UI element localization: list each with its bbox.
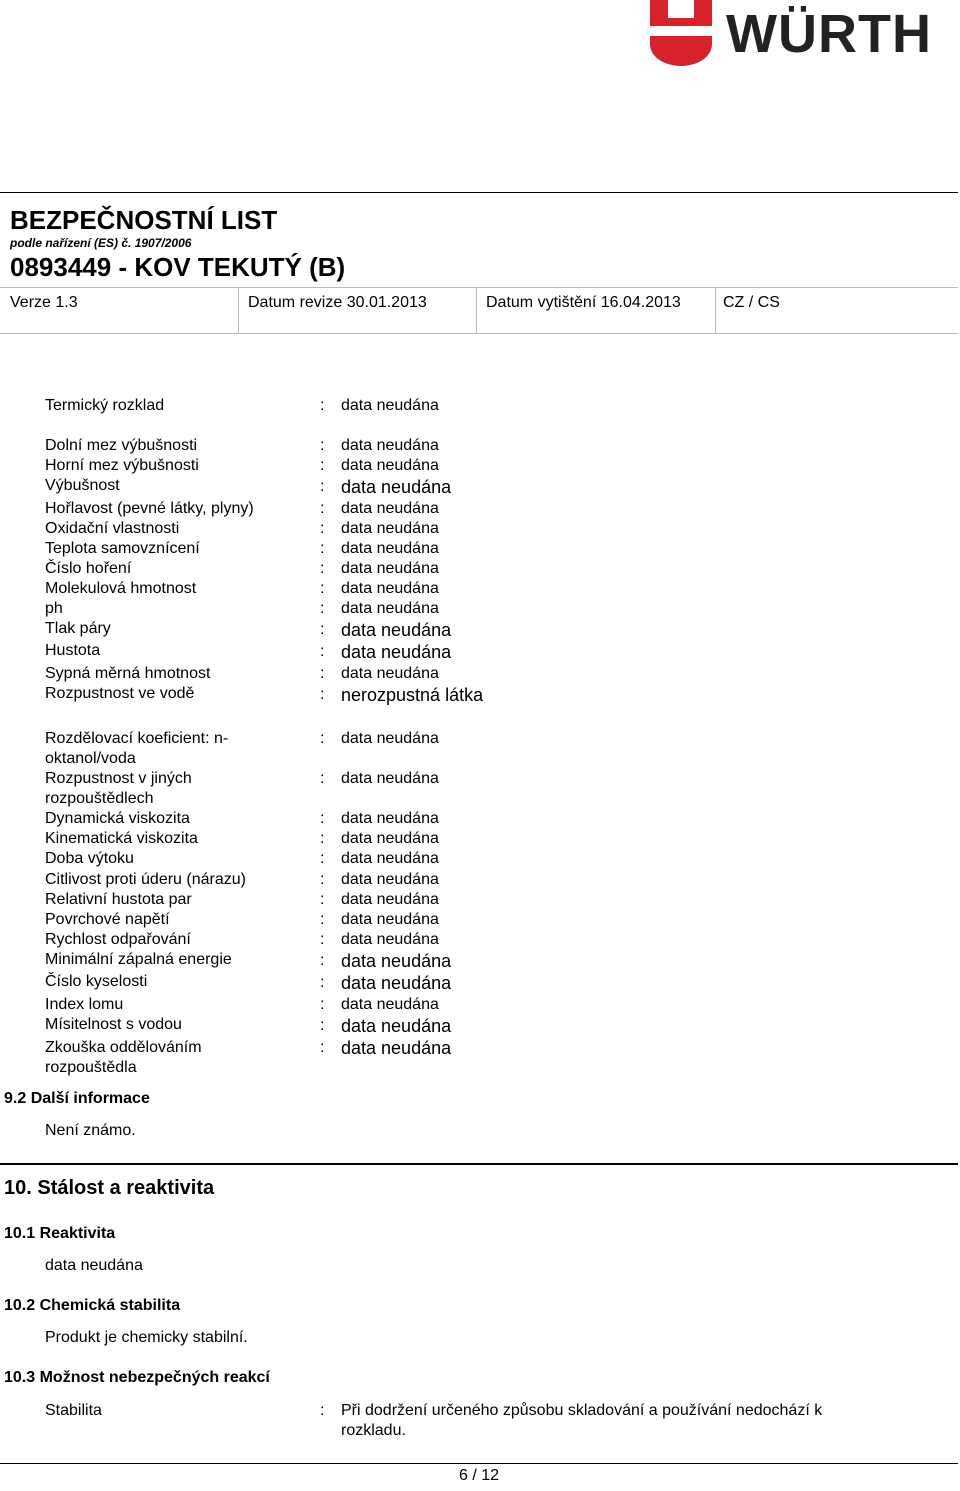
property-value: data neudána [341, 911, 439, 928]
stability-colon: : [320, 1402, 325, 1419]
section-10-heading: 10. Stálost a reaktivita [4, 1177, 215, 1199]
property-colon: : [320, 580, 325, 597]
product-name: 0893449 - KOV TEKUTÝ (B) [10, 252, 346, 282]
property-value: data neudána [341, 477, 452, 497]
revision-date: Datum revize 30.01.2013 [248, 294, 427, 311]
property-colon: : [320, 974, 325, 991]
property-label: Rychlost odpařování [45, 931, 191, 948]
meta-divider [238, 287, 239, 333]
property-value: data neudána [341, 770, 439, 787]
property-label: Minimální zápalná energie [45, 951, 232, 968]
stability-value [341, 1401, 822, 1441]
property-label: Výbušnost [45, 477, 120, 494]
section-10-3-heading: 10.3 Možnost nebezpečných reakcí [4, 1369, 270, 1386]
property-label: Hořlavost (pevné látky, plyny) [45, 500, 254, 517]
locale: CZ / CS [723, 294, 780, 311]
property-label: Index lomu [45, 996, 124, 1013]
property-value: data neudána [341, 1016, 452, 1036]
property-colon: : [320, 810, 325, 827]
section-10-2-text: Produkt je chemicky stabilní. [45, 1329, 248, 1346]
property-value: data neudána [341, 730, 439, 747]
property-value: data neudána [341, 397, 439, 414]
property-label-line: Rozdělovací koeficient: n- [45, 730, 229, 747]
stability-value-line: Při dodržení určeného způsobu skladování a používání nedochází k [341, 1402, 823, 1419]
page-number: 6 / 12 [458, 1467, 500, 1484]
header-row-top-rule [0, 287, 958, 288]
property-label-line: Zkouška oddělováním [45, 1039, 202, 1056]
document-title: BEZPEČNOSTNÍ LIST [10, 205, 278, 235]
stability-label: Stabilita [45, 1402, 102, 1419]
property-colon: : [320, 397, 325, 414]
property-label: Doba výtoku [45, 850, 134, 867]
section-10-1-heading: 10.1 Reaktivita [4, 1225, 116, 1242]
meta-divider [476, 287, 477, 333]
section-10-2-heading: 10.2 Chemická stabilita [4, 1297, 181, 1314]
property-value: nerozpustná látka [341, 685, 484, 705]
section-10-1-text: data neudána [45, 1257, 143, 1274]
property-label-line: rozpouštědla [45, 1059, 137, 1076]
property-colon: : [320, 730, 325, 747]
property-colon: : [320, 520, 325, 537]
property-colon: : [320, 830, 325, 847]
property-value: data neudána [341, 891, 439, 908]
property-colon: : [320, 952, 325, 969]
property-colon: : [320, 643, 325, 660]
property-colon: : [320, 600, 325, 617]
property-label-line: oktanol/voda [45, 750, 136, 767]
section-9-2-heading: 9.2 Další informace [4, 1090, 150, 1107]
property-value: data neudána [341, 437, 439, 454]
property-colon: : [320, 931, 325, 948]
property-label: Oxidační vlastnosti [45, 520, 180, 537]
property-value: data neudána [341, 620, 452, 640]
property-label-line: Rozpustnost v jiných [45, 770, 192, 787]
property-label: Molekulová hmotnost [45, 580, 197, 597]
property-label [45, 729, 285, 769]
property-label: ph [45, 600, 63, 617]
property-label: Číslo kyselosti [45, 973, 148, 990]
property-value: data neudána [341, 830, 439, 847]
property-value: data neudána [341, 520, 439, 537]
property-colon: : [320, 871, 325, 888]
property-value: data neudána [341, 457, 439, 474]
property-label: Citlivost proti úderu (nárazu) [45, 871, 246, 888]
property-label: Hustota [45, 642, 101, 659]
property-value: data neudána [341, 871, 439, 888]
property-value: data neudána [341, 850, 439, 867]
property-colon: : [320, 621, 325, 638]
property-label: Termický rozklad [45, 397, 165, 414]
property-value: data neudána [341, 665, 439, 682]
footer-rule [0, 1463, 958, 1464]
property-colon: : [320, 686, 325, 703]
property-label: Rozpustnost ve vodě [45, 685, 195, 702]
property-label: Povrchové napětí [45, 911, 170, 928]
property-colon: : [320, 996, 325, 1013]
property-value: data neudána [341, 540, 439, 557]
property-colon: : [320, 1039, 325, 1056]
property-colon: : [320, 1017, 325, 1034]
property-colon: : [320, 911, 325, 928]
property-value: data neudána [341, 973, 452, 993]
property-label: Relativní hustota par [45, 891, 192, 908]
property-value: data neudána [341, 931, 439, 948]
property-value: data neudána [341, 642, 452, 662]
section-9-2-text: Není známo. [45, 1122, 136, 1139]
property-value: data neudána [341, 580, 439, 597]
property-label: Sypná měrná hmotnost [45, 665, 211, 682]
property-colon: : [320, 891, 325, 908]
property-label-line: rozpouštědlech [45, 790, 154, 807]
property-label: Dolní mez výbušnosti [45, 437, 198, 454]
property-value: data neudána [341, 560, 439, 577]
property-label: Teplota samovznícení [45, 540, 200, 557]
property-value: data neudána [341, 951, 452, 971]
property-colon: : [320, 560, 325, 577]
property-label: Horní mez výbušnosti [45, 457, 199, 474]
property-value: data neudána [341, 996, 439, 1013]
property-colon: : [320, 457, 325, 474]
property-label [45, 1038, 285, 1078]
wurth-logo-text: WÜRTH [726, 4, 932, 64]
property-value: data neudána [341, 810, 439, 827]
property-label: Mísitelnost s vodou [45, 1016, 182, 1033]
property-value: data neudána [341, 600, 439, 617]
property-colon: : [320, 437, 325, 454]
stability-value-line: rozkladu. [341, 1422, 406, 1439]
property-label: Tlak páry [45, 620, 111, 637]
meta-divider [715, 287, 716, 333]
regulation-reference: podle nařízení (ES) č. 1907/2006 [10, 236, 192, 250]
property-colon: : [320, 665, 325, 682]
header-top-rule [0, 192, 958, 193]
property-value: data neudána [341, 1038, 452, 1058]
property-label: Dynamická viskozita [45, 810, 190, 827]
header-row-bottom-rule [0, 333, 958, 334]
property-value: data neudána [341, 500, 439, 517]
property-colon: : [320, 770, 325, 787]
wurth-logo [648, 0, 958, 70]
property-colon: : [320, 850, 325, 867]
print-date: Datum vytištění 16.04.2013 [486, 294, 681, 311]
property-label: Kinematická viskozita [45, 830, 198, 847]
version: Verze 1.3 [10, 294, 78, 311]
property-colon: : [320, 478, 325, 495]
property-label: Číslo hoření [45, 560, 132, 577]
document-meta-row [0, 294, 958, 330]
property-colon: : [320, 500, 325, 517]
property-colon: : [320, 540, 325, 557]
property-label [45, 769, 285, 809]
wurth-logo-mark [648, 0, 714, 68]
section-divider [0, 1163, 958, 1165]
